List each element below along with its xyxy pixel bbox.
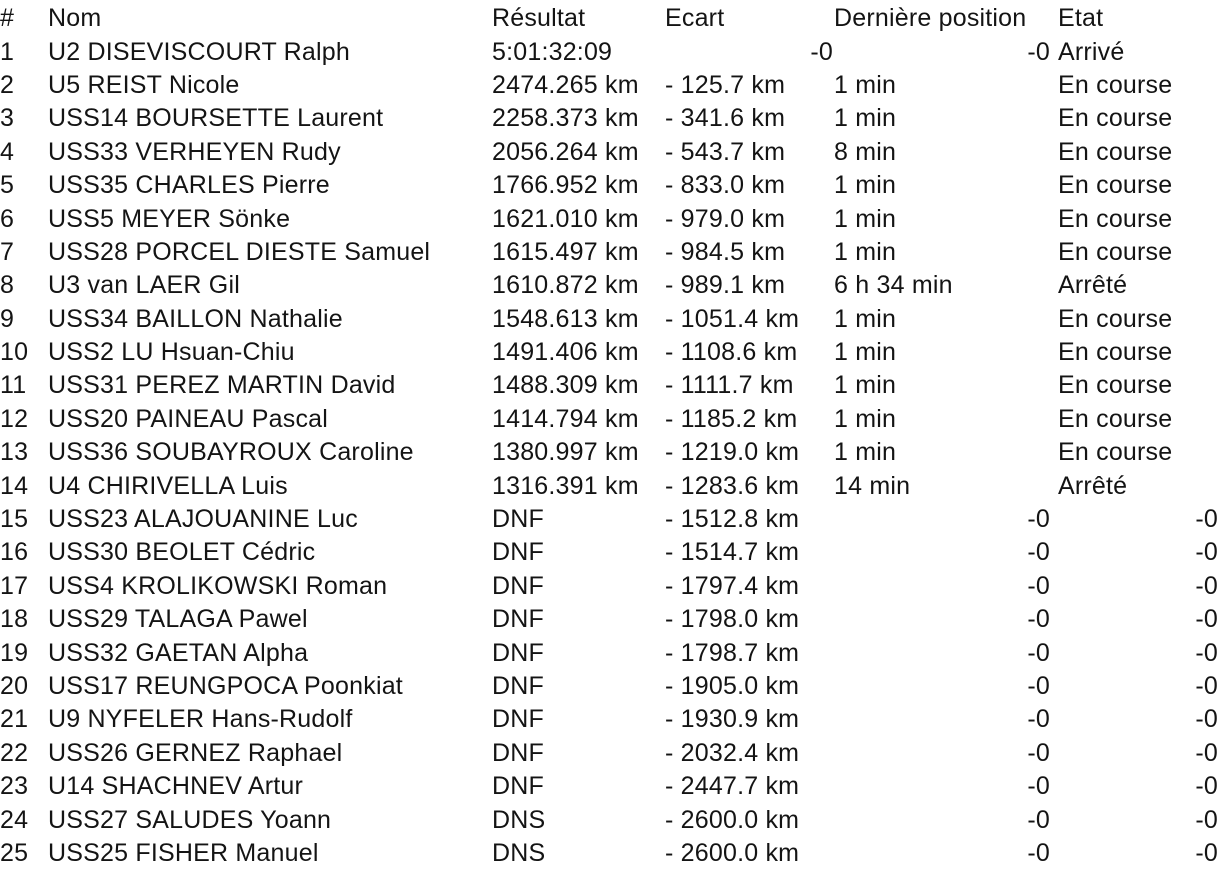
cell-gap: -0 [810,37,833,66]
cell-last: -0 [1027,538,1050,567]
cell-last: 14 min [834,471,911,500]
cell-state: -0 [1195,605,1218,634]
cell-rank: 23 [0,772,29,801]
cell-gap: - 1111.7 km [665,371,794,400]
column-header-name[interactable]: Nom [48,4,102,33]
cell-state: En course [1058,137,1173,166]
cell-state: -0 [1195,538,1218,567]
table-row[interactable] [0,236,1224,269]
cell-rank: 18 [0,605,29,634]
cell-last: -0 [1027,638,1050,667]
cell-gap: - 989.1 km [665,271,786,300]
cell-result: DNF [492,571,544,600]
table-row[interactable] [0,35,1224,68]
cell-name: USS25 FISHER Manuel [48,838,319,867]
cell-state: -0 [1195,838,1218,867]
cell-state: En course [1058,204,1173,233]
cell-name: USS27 SALUDES Yoann [48,805,332,834]
cell-state: Arrivé [1058,37,1125,66]
cell-result: DNS [492,838,546,867]
table-row[interactable] [0,202,1224,235]
table-row[interactable] [0,169,1224,202]
cell-name: USS14 BOURSETTE Laurent [48,104,384,133]
cell-rank: 16 [0,538,29,567]
cell-gap: - 1185.2 km [665,404,798,433]
cell-result: DNF [492,705,544,734]
cell-name: U9 NYFELER Hans-Rudolf [48,705,353,734]
cell-last: -0 [1027,672,1050,700]
cell-result: DNF [492,505,544,534]
cell-gap: - 2600.0 km [665,805,800,834]
cell-last: -0 [1027,805,1050,834]
cell-name: USS17 REUNGPOCA Poonkiat [48,672,403,700]
cell-rank: 17 [0,571,29,600]
cell-name: USS35 CHARLES Pierre [48,171,330,200]
table-row[interactable] [0,303,1224,336]
cell-rank: 15 [0,505,29,534]
cell-last: 6 h 34 min [834,271,953,300]
cell-rank: 25 [0,838,29,867]
cell-gap: - 1797.4 km [665,571,800,600]
table-body [0,35,1224,870]
cell-last: -0 [1027,838,1050,867]
table-row[interactable] [0,469,1224,502]
cell-state: En course [1058,304,1173,333]
cell-gap: - 1798.0 km [665,605,800,634]
cell-result: 1380.997 km [492,438,639,467]
cell-rank: 21 [0,705,29,734]
cell-gap: - 1512.8 km [665,505,800,534]
cell-rank: 7 [0,237,15,266]
cell-state: -0 [1195,505,1218,534]
cell-state: Arrêté [1058,471,1128,500]
cell-rank: 22 [0,738,29,767]
cell-last: 1 min [834,371,897,400]
cell-rank: 13 [0,438,29,467]
cell-name: USS2 LU Hsuan-Chiu [48,338,295,367]
cell-rank: 8 [0,271,15,300]
cell-state: -0 [1195,638,1218,667]
cell-name: USS36 SOUBAYROUX Caroline [48,438,414,467]
table-row[interactable] [0,336,1224,369]
table-row[interactable] [0,603,1224,636]
cell-gap: - 1798.7 km [665,638,800,667]
cell-state: -0 [1195,705,1218,734]
cell-last: 1 min [834,104,897,133]
table-row[interactable] [0,136,1224,169]
cell-name: USS26 GERNEZ Raphael [48,738,343,767]
cell-rank: 11 [0,371,27,400]
cell-name: USS32 GAETAN Alpha [48,638,309,667]
table-row[interactable] [0,670,1224,703]
cell-gap: - 2032.4 km [665,738,800,767]
table-row[interactable] [0,69,1224,102]
column-header-state[interactable]: Etat [1058,4,1104,33]
cell-state: En course [1058,338,1173,367]
cell-last: -0 [1027,571,1050,600]
cell-rank: 9 [0,304,15,333]
cell-name: USS20 PAINEAU Pascal [48,404,329,433]
table-row[interactable] [0,536,1224,569]
table-row[interactable] [0,737,1224,770]
cell-last: 1 min [834,171,897,200]
cell-state: En course [1058,104,1173,133]
column-header-gap[interactable]: Ecart [665,4,725,33]
cell-gap: - 1905.0 km [665,672,800,700]
table-header-row [0,2,1224,35]
cell-rank: 2 [0,70,15,99]
cell-gap: - 125.7 km [665,70,786,99]
cell-gap: - 1051.4 km [665,304,800,333]
cell-result: 5:01:32:09 [492,37,613,66]
cell-result: 2474.265 km [492,70,639,99]
cell-state: -0 [1195,805,1218,834]
cell-result: 1316.391 km [492,471,639,500]
cell-last: 1 min [834,237,897,266]
cell-state: -0 [1195,571,1218,600]
cell-rank: 19 [0,638,29,667]
cell-name: USS4 KROLIKOWSKI Roman [48,571,388,600]
cell-result: DNF [492,772,544,801]
cell-name: U2 DISEVISCOURT Ralph [48,37,350,66]
cell-gap: - 341.6 km [665,104,786,133]
cell-name: USS31 PEREZ MARTIN David [48,371,396,400]
cell-state: -0 [1195,772,1218,801]
cell-name: USS28 PORCEL DIESTE Samuel [48,237,431,266]
cell-result: 2258.373 km [492,104,639,133]
cell-gap: - 543.7 km [665,137,786,166]
cell-state: En course [1058,70,1173,99]
cell-result: 2056.264 km [492,137,639,166]
cell-name: U5 REIST Nicole [48,70,240,99]
cell-last: 1 min [834,438,897,467]
cell-state: En course [1058,371,1173,400]
cell-rank: 12 [0,404,29,433]
cell-state: En course [1058,171,1173,200]
cell-name: USS33 VERHEYEN Rudy [48,137,341,166]
table-row[interactable] [0,703,1224,736]
table-row[interactable] [0,436,1224,469]
table-row[interactable] [0,369,1224,402]
cell-gap: - 979.0 km [665,204,786,233]
cell-rank: 14 [0,471,29,500]
cell-gap: - 1108.6 km [665,338,798,367]
cell-last: -0 [1027,605,1050,634]
cell-last: -0 [1027,705,1050,734]
cell-gap: - 2447.7 km [665,772,800,801]
cell-last: 1 min [834,204,897,233]
cell-result: 1488.309 km [492,371,639,400]
cell-name: U3 van LAER Gil [48,271,240,300]
table-row[interactable] [0,403,1224,436]
cell-result: DNF [492,638,544,667]
table-row[interactable] [0,770,1224,803]
cell-rank: 3 [0,104,15,133]
cell-state: En course [1058,438,1173,467]
cell-result: DNF [492,538,544,567]
cell-last: -0 [1027,738,1050,767]
cell-state: -0 [1195,738,1218,767]
cell-result: DNF [492,605,544,634]
cell-gap: - 1283.6 km [665,471,800,500]
cell-gap: - 2600.0 km [665,838,800,867]
cell-name: U4 CHIRIVELLA Luis [48,471,288,500]
cell-last: 1 min [834,70,897,99]
cell-state: -0 [1195,672,1218,700]
cell-result: 1414.794 km [492,404,639,433]
cell-state: En course [1058,237,1173,266]
cell-rank: 5 [0,171,15,200]
cell-last: 8 min [834,137,897,166]
cell-name: U14 SHACHNEV Artur [48,772,304,801]
cell-name: USS5 MEYER Sönke [48,204,291,233]
cell-rank: 20 [0,672,29,700]
cell-result: DNF [492,738,544,767]
cell-name: USS23 ALAJOUANINE Luc [48,505,358,534]
cell-result: DNF [492,672,544,700]
table-row[interactable] [0,803,1224,836]
cell-rank: 10 [0,338,29,367]
cell-rank: 1 [0,37,15,66]
cell-result: 1491.406 km [492,338,639,367]
ranking-table [0,2,1224,870]
cell-gap: - 1514.7 km [665,538,800,567]
cell-rank: 24 [0,805,29,834]
cell-gap: - 1219.0 km [665,438,800,467]
cell-rank: 4 [0,137,15,166]
column-header-rank[interactable]: # [0,4,15,33]
table-row[interactable] [0,837,1224,870]
cell-last: -0 [1027,505,1050,534]
cell-gap: - 984.5 km [665,237,786,266]
cell-last: 1 min [834,404,897,433]
cell-result: 1621.010 km [492,204,639,233]
cell-result: 1615.497 km [492,237,639,266]
cell-last: -0 [1027,37,1050,66]
cell-rank: 6 [0,204,15,233]
table-row[interactable] [0,269,1224,302]
cell-result: 1548.613 km [492,304,639,333]
cell-last: 1 min [834,338,897,367]
table-row[interactable] [0,503,1224,536]
cell-state: En course [1058,404,1173,433]
cell-gap: - 833.0 km [665,171,786,200]
column-header-last-position[interactable]: Dernière position [834,4,1027,33]
cell-result: 1610.872 km [492,271,639,300]
cell-name: USS30 BEOLET Cédric [48,538,316,567]
table-row[interactable] [0,636,1224,669]
column-header-result[interactable]: Résultat [492,4,586,33]
cell-last: 1 min [834,304,897,333]
cell-state: Arrêté [1058,271,1128,300]
table-row[interactable] [0,570,1224,603]
cell-gap: - 1930.9 km [665,705,800,734]
table-row[interactable] [0,102,1224,135]
cell-last: -0 [1027,772,1050,801]
cell-result: 1766.952 km [492,171,639,200]
cell-result: DNS [492,805,546,834]
cell-name: USS34 BAILLON Nathalie [48,304,343,333]
cell-name: USS29 TALAGA Pawel [48,605,308,634]
